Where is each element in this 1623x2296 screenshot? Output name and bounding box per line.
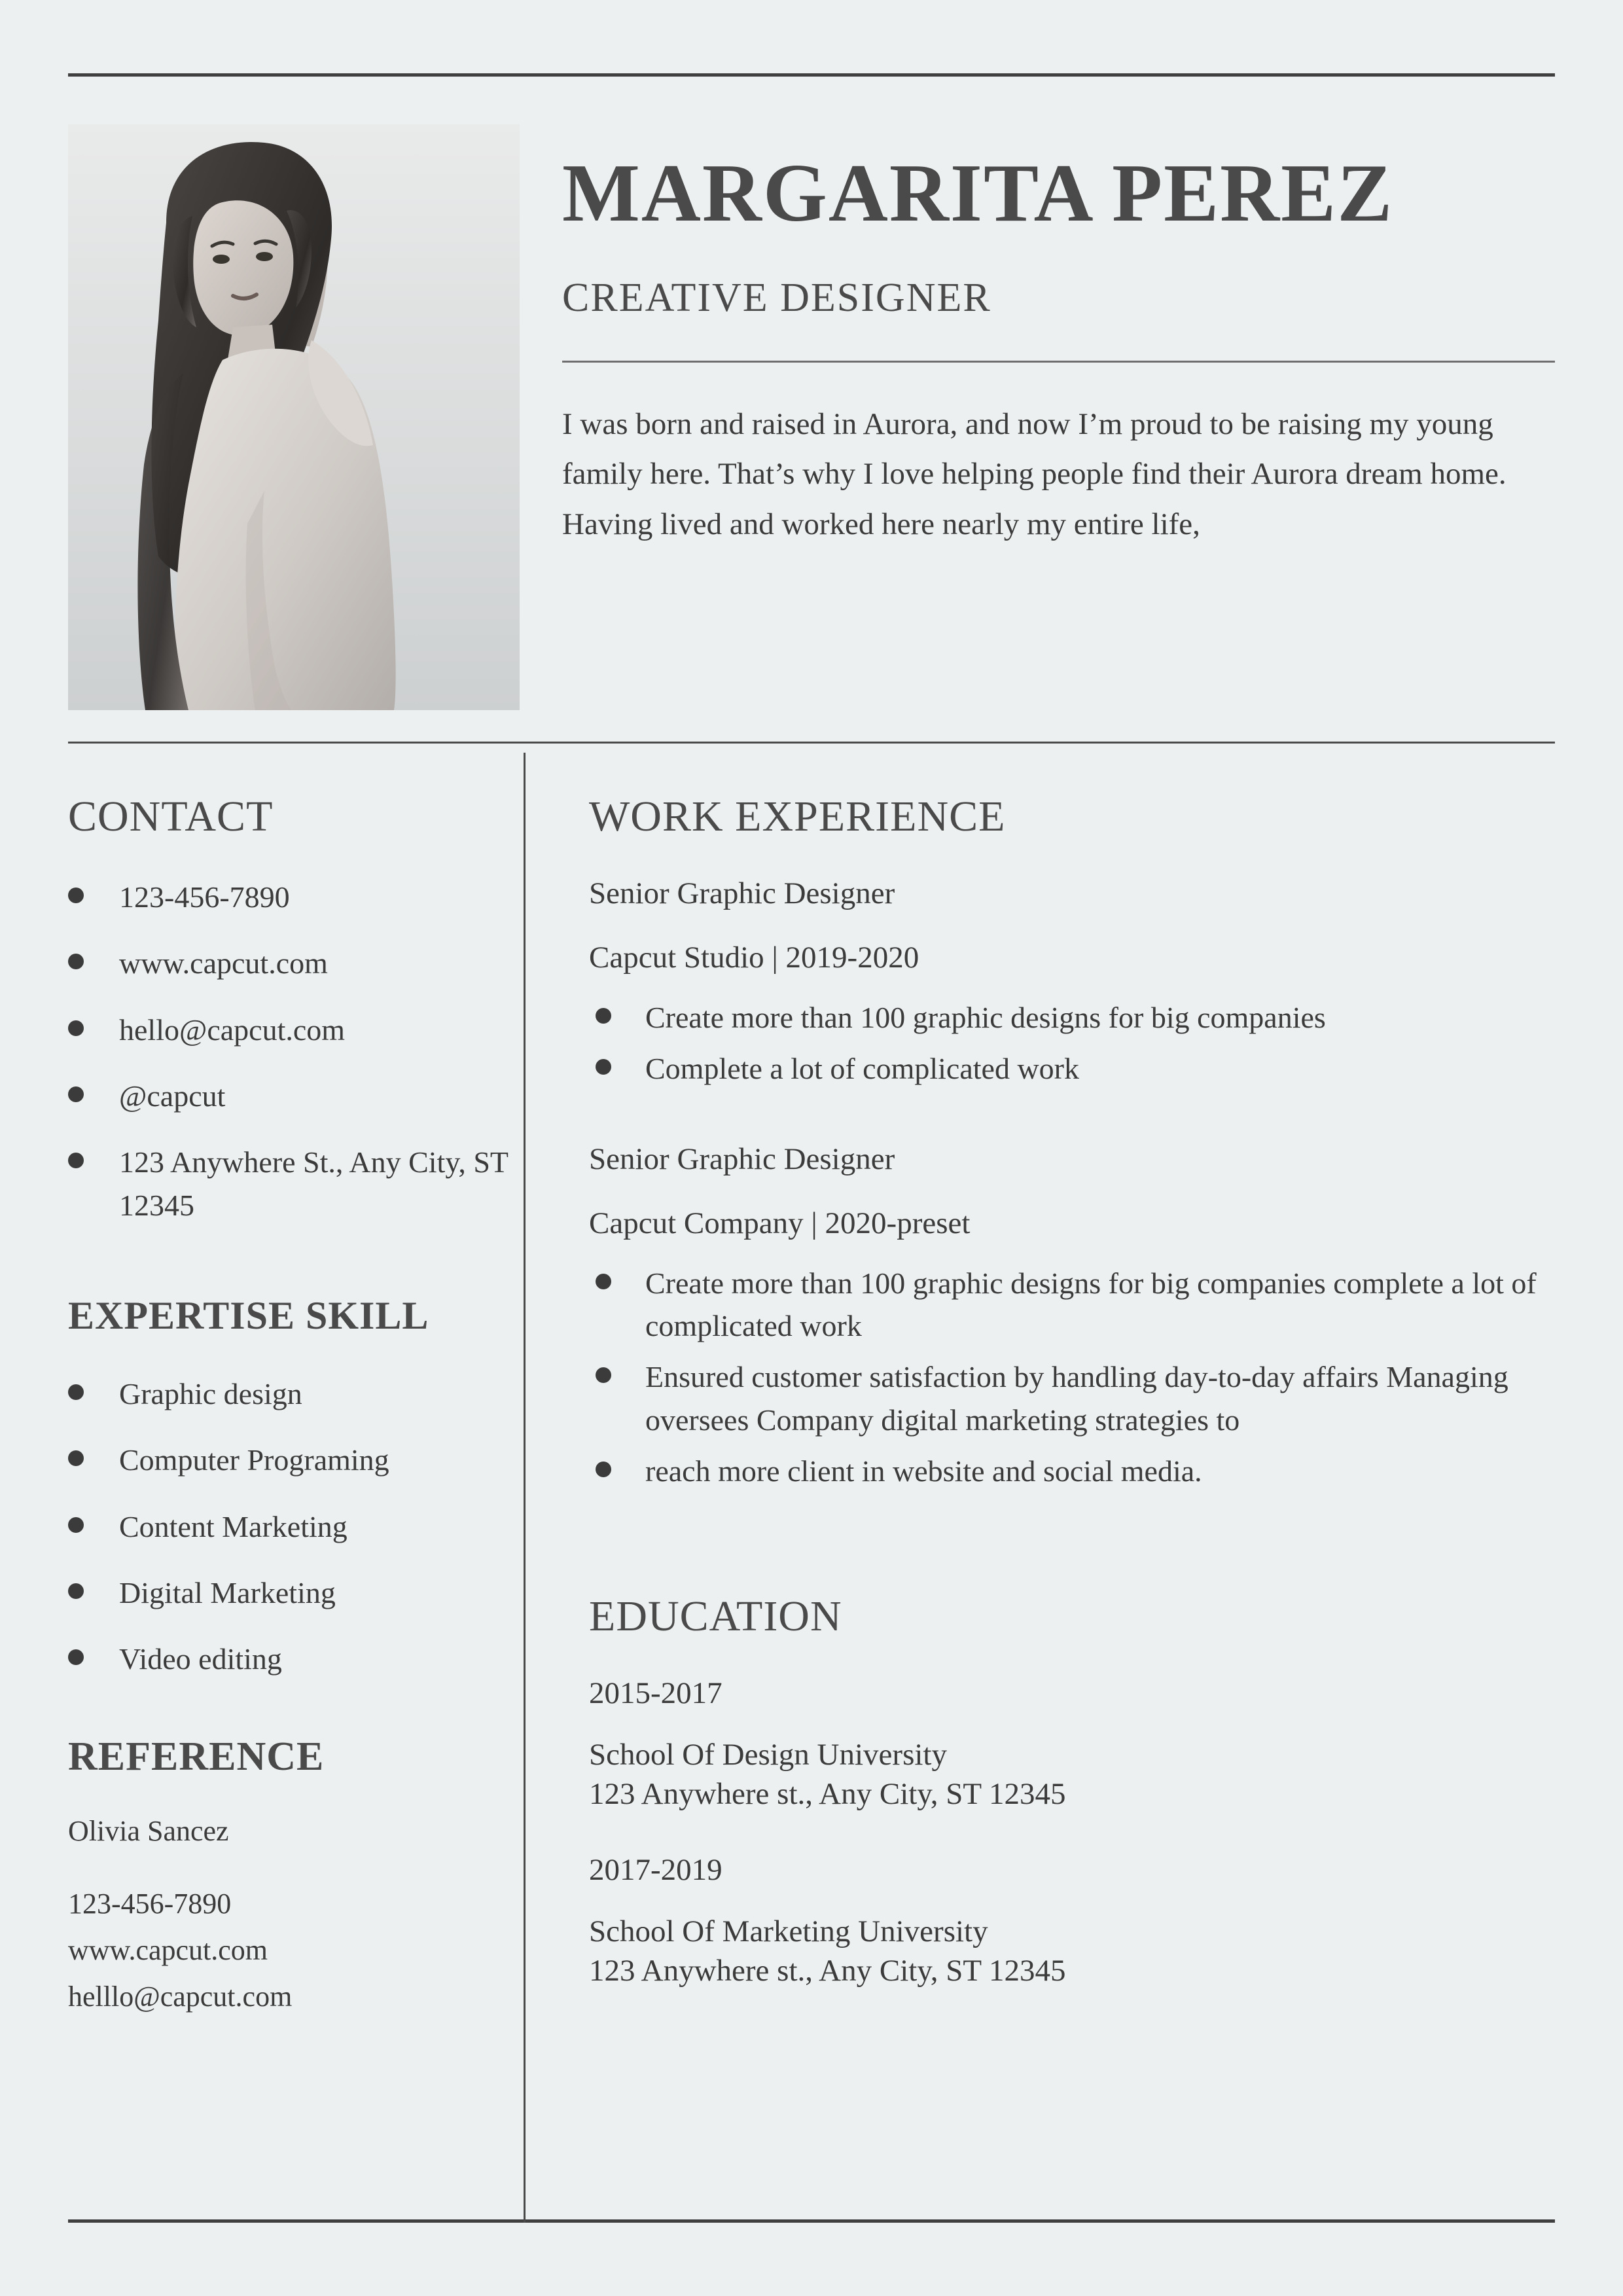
bottom-divider — [68, 2219, 1555, 2223]
bullet-icon — [68, 1153, 84, 1168]
list-item — [68, 1372, 520, 1415]
header-section-divider — [68, 742, 1555, 744]
left-column — [68, 792, 520, 2026]
contact-value[interactable]: www.capcut.com — [119, 946, 328, 980]
bullet-icon — [596, 1462, 611, 1477]
list-item — [68, 1141, 520, 1227]
education-address: 123 Anywhere st., Any City, ST 12345 — [589, 1777, 1066, 1812]
job-bullet: reach more client in website and social media. — [645, 1454, 1202, 1488]
education-year: 2015-2017 — [589, 1676, 722, 1711]
bullet-icon — [596, 1059, 611, 1075]
bullet-icon — [596, 1008, 611, 1024]
page-title: MARGARITA PEREZ — [562, 148, 1394, 239]
job-position: Senior Graphic Designer — [589, 876, 895, 910]
list-item — [596, 1262, 1558, 1348]
contact-value[interactable]: hello@capcut.com — [119, 1013, 346, 1047]
bullet-icon — [596, 1367, 611, 1383]
header-rule — [562, 361, 1555, 363]
bullet-icon — [596, 1274, 611, 1289]
job-bullet: Ensured customer satisfaction by handling day-to-day affairs Managing oversees Company digital marketing strategies to — [645, 1360, 1508, 1437]
job-position: Senior Graphic Designer — [589, 1141, 895, 1176]
job-company-dates: Capcut Company | 2020-preset — [589, 1206, 971, 1240]
education-entry — [589, 1852, 1558, 1988]
contact-value: @capcut — [119, 1079, 226, 1113]
skill-label: Graphic design — [119, 1376, 302, 1410]
header-text — [562, 148, 1555, 549]
job-bullet: Create more than 100 graphic designs for big companies — [645, 1001, 1326, 1034]
education-year: 2017-2019 — [589, 1853, 722, 1888]
job-role: CREATIVE DESIGNER — [562, 276, 991, 321]
list-item — [68, 1075, 520, 1117]
header — [68, 124, 1555, 713]
education-address: 123 Anywhere st., Any City, ST 12345 — [589, 1954, 1066, 1988]
contact-value: 123 Anywhere St., Any City, ST 12345 — [119, 1145, 508, 1222]
bullet-icon — [68, 1020, 84, 1036]
profile-photo — [68, 124, 520, 710]
expertise-list — [68, 1372, 520, 1681]
reference-phone: 123-456-7890 — [68, 1888, 232, 1920]
contact-list — [68, 876, 520, 1227]
list-item — [68, 942, 520, 984]
reference-name: Olivia Sancez — [68, 1815, 229, 1848]
skill-label: Video editing — [119, 1642, 282, 1676]
bullet-icon — [68, 1583, 84, 1599]
bullet-icon — [68, 888, 84, 903]
job-bullet-list — [596, 996, 1558, 1090]
top-divider — [68, 73, 1555, 77]
section-title-contact: CONTACT — [68, 793, 274, 840]
education-entry — [589, 1676, 1558, 1812]
education-school: School Of Marketing University — [589, 1914, 988, 1949]
bullet-icon — [68, 1384, 84, 1400]
bullet-icon — [68, 1450, 84, 1466]
job-bullet: Create more than 100 graphic designs for big companies complete a lot of complicated work — [645, 1266, 1537, 1343]
list-item — [68, 1571, 520, 1614]
job-bullet: Complete a lot of complicated work — [645, 1051, 1079, 1085]
list-item — [596, 996, 1558, 1039]
list-item — [68, 876, 520, 918]
section-title-work: WORK EXPERIENCE — [589, 793, 1006, 840]
skill-label: Digital Marketing — [119, 1575, 336, 1609]
skill-label: Content Marketing — [119, 1509, 348, 1543]
list-item — [596, 1355, 1558, 1442]
list-item — [596, 1047, 1558, 1090]
section-title-expertise: EXPERTISE SKILL — [68, 1293, 429, 1337]
education-school: School Of Design University — [589, 1738, 947, 1772]
bullet-icon — [68, 954, 84, 969]
reference-email[interactable]: helllo@capcut.com — [68, 1981, 293, 2013]
reference-website[interactable]: www.capcut.com — [68, 1934, 268, 1967]
bullet-icon — [68, 1649, 84, 1665]
column-divider — [524, 753, 526, 2223]
right-column — [589, 792, 1558, 2029]
bullet-icon — [68, 1086, 84, 1102]
list-item — [68, 1638, 520, 1680]
section-title-education: EDUCATION — [589, 1592, 842, 1641]
work-entry — [589, 876, 1558, 1090]
bullet-icon — [68, 1517, 84, 1533]
skill-label: Computer Programing — [119, 1443, 389, 1477]
job-bullet-list — [596, 1262, 1558, 1493]
list-item — [596, 1450, 1558, 1493]
list-item — [68, 1009, 520, 1051]
contact-value: 123-456-7890 — [119, 880, 290, 914]
job-company-dates: Capcut Studio | 2019-2020 — [589, 941, 919, 975]
section-title-reference: REFERENCE — [68, 1734, 325, 1780]
list-item — [68, 1505, 520, 1548]
profile-summary: I was born and raised in Aurora, and now I’m proud to be raising my young family here. That’s why I love helping people find their Aurora dream home. Having lived and worked here nearly my entire life, — [562, 407, 1507, 541]
work-entry — [589, 1141, 1558, 1493]
list-item — [68, 1439, 520, 1481]
